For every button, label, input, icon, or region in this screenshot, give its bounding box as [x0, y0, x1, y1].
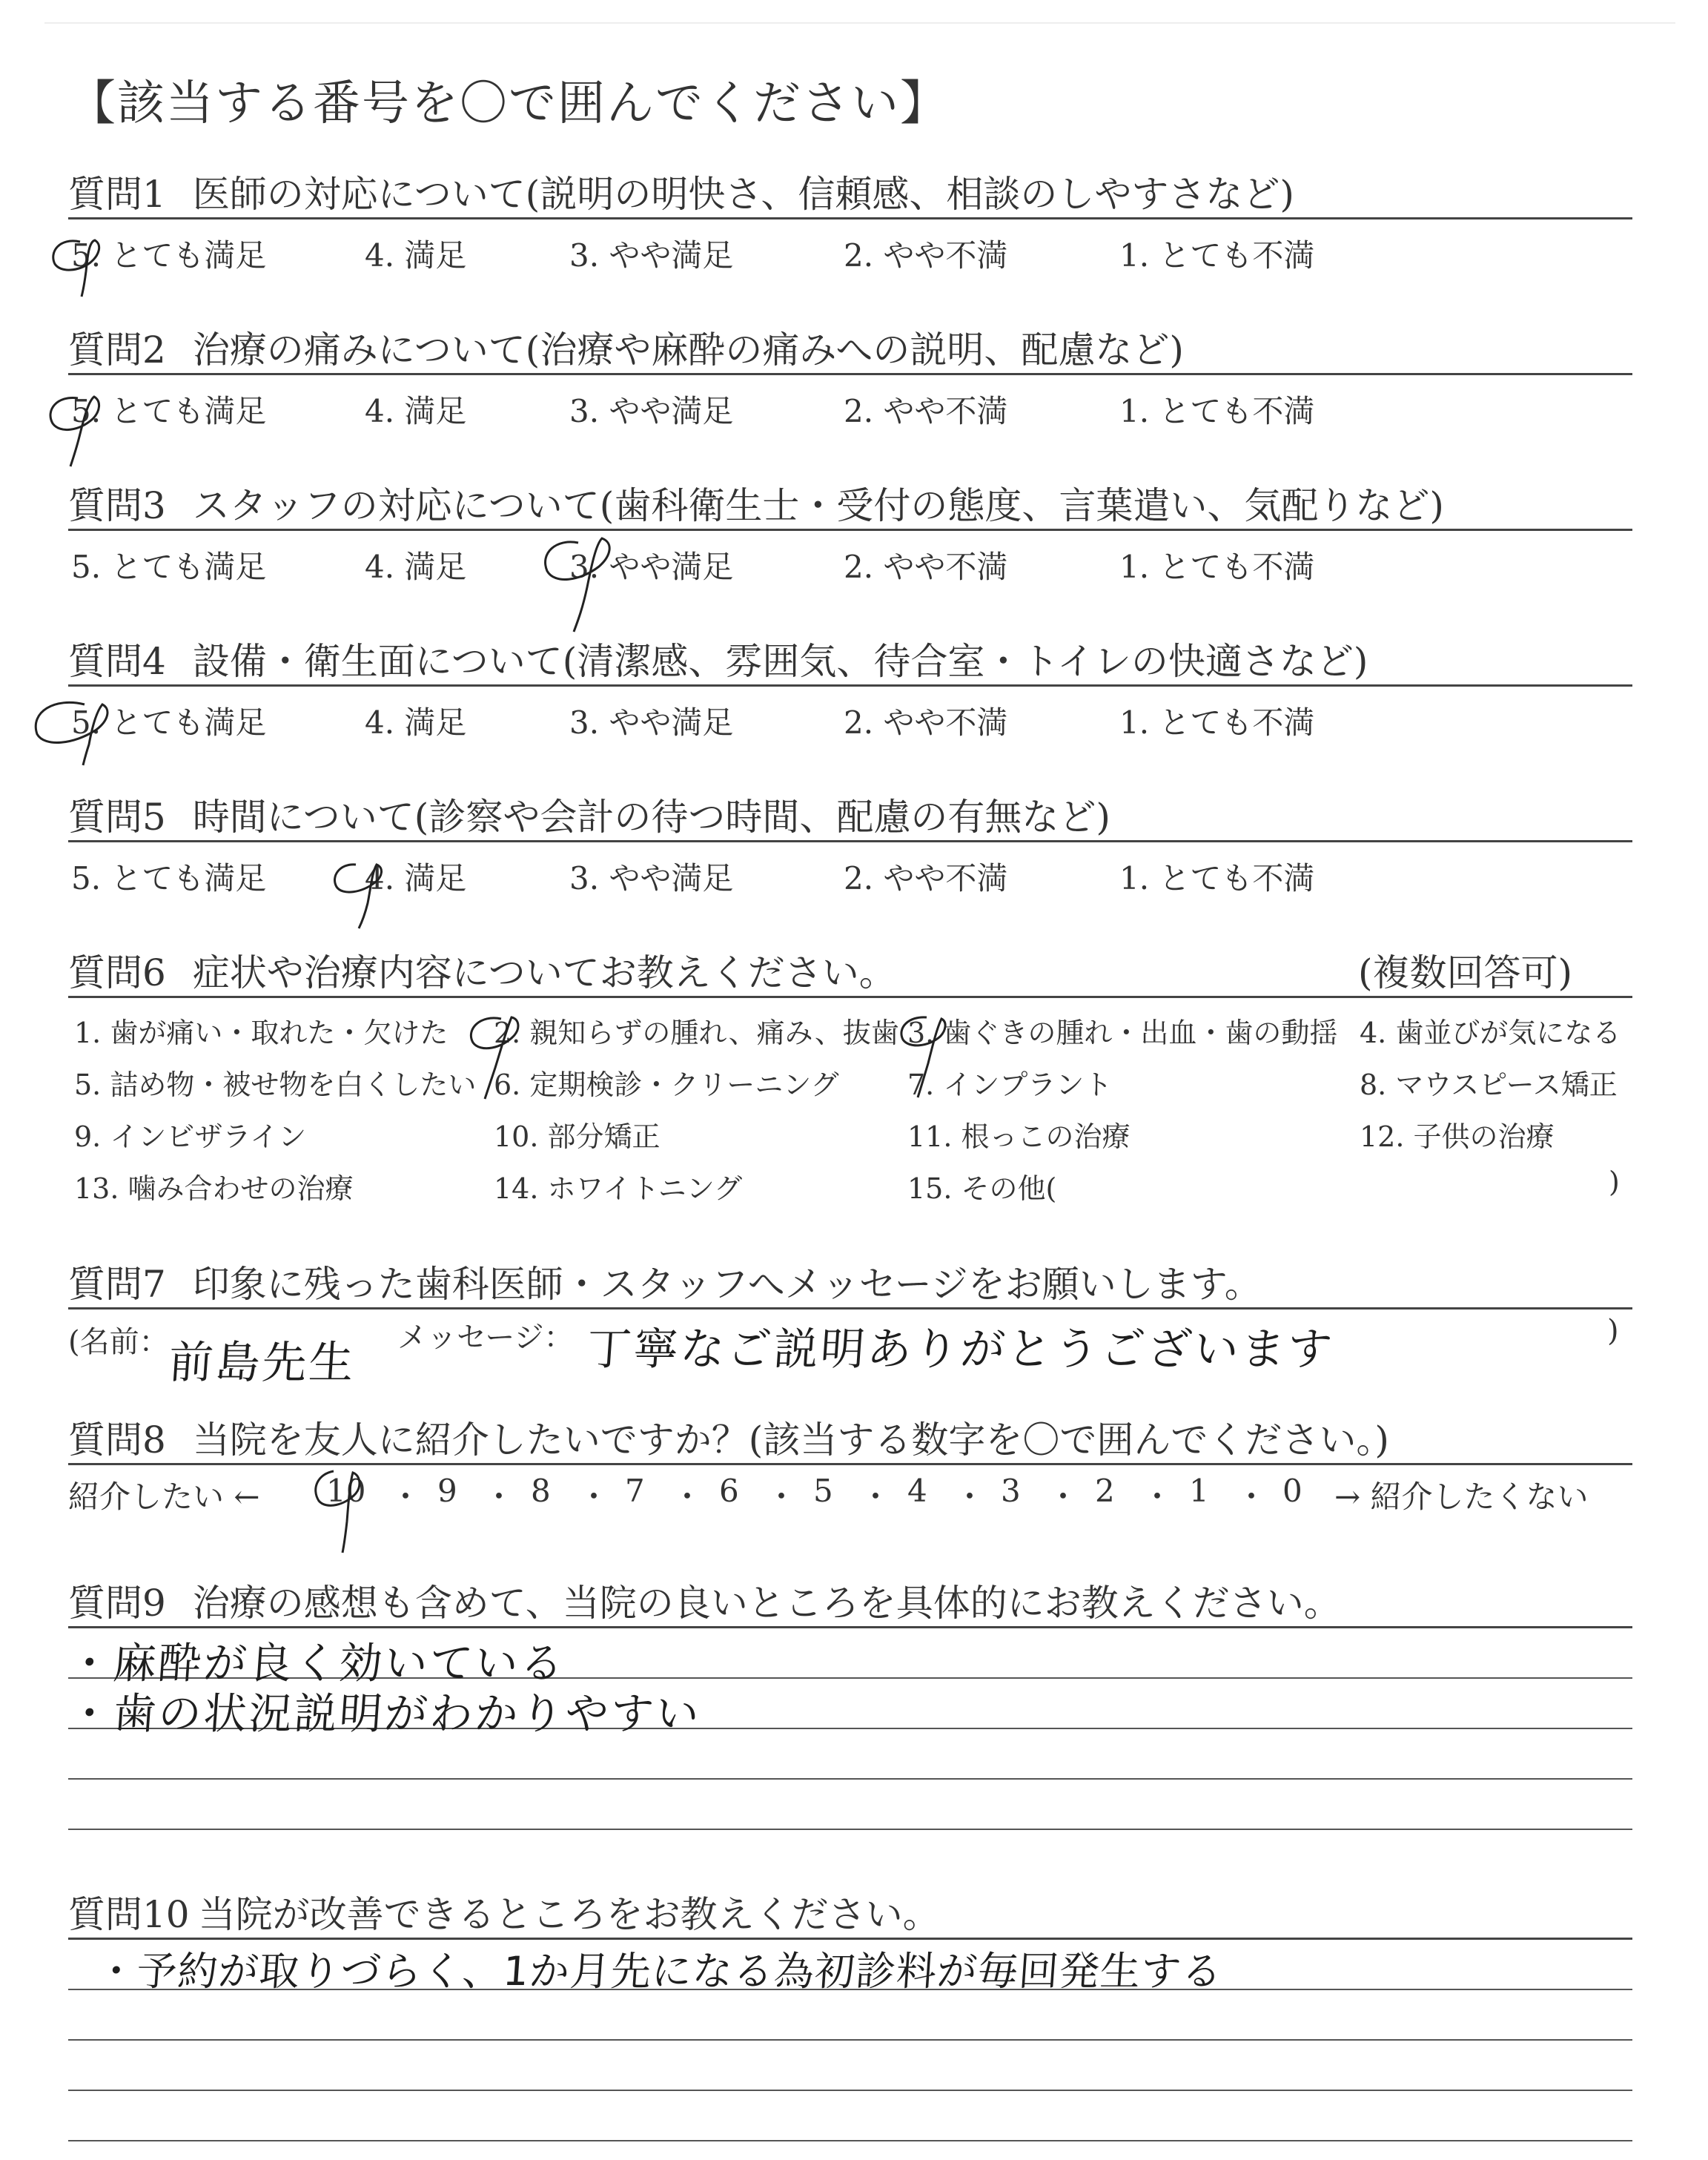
question-5-rule	[68, 840, 1632, 842]
question-1-rule	[68, 217, 1632, 219]
q8-scale-2[interactable]: 2	[1095, 1473, 1115, 1509]
q6-option-10[interactable]: 10. 部分矯正	[494, 1120, 661, 1153]
q4-option-3[interactable]: 3. やや満足	[569, 704, 734, 741]
question-10-title: 質問10 当院が改善できるところをお教えください。	[68, 1893, 940, 1936]
q8-scale-5[interactable]: 5	[813, 1473, 833, 1509]
q2-option-5[interactable]: 5. とても満足	[71, 393, 267, 429]
q8-dot: ・	[672, 1479, 704, 1515]
q3-option-5[interactable]: 5. とても満足	[71, 549, 267, 585]
q6-option-15-close-paren: )	[1609, 1166, 1620, 1198]
q7-close-paren: )	[1607, 1314, 1619, 1348]
q8-dot: ・	[1142, 1479, 1174, 1515]
q5-option-2[interactable]: 2. やや不満	[844, 860, 1008, 896]
q8-dot: ・	[860, 1479, 892, 1515]
q1-option-2[interactable]: 2. やや不満	[844, 237, 1008, 274]
q4-option-4[interactable]: 4. 満足	[365, 704, 467, 741]
selection-circle-q8-10	[304, 1453, 385, 1557]
q8-dot: ・	[483, 1479, 515, 1515]
q5-option-5[interactable]: 5. とても満足	[71, 860, 267, 896]
answer-line	[68, 2090, 1632, 2091]
q6-option-11[interactable]: 11. 根っこの治療	[907, 1120, 1131, 1153]
q9-answer-line-1[interactable]: ・麻酔が良く効いている	[66, 1638, 568, 1688]
selection-circle-q4	[22, 682, 126, 771]
question-6-title: 質問6 症状や治療内容についてお教えください。	[68, 951, 896, 994]
q6-option-6[interactable]: 6. 定期検診・クリーニング	[494, 1069, 839, 1101]
selection-circle-q1	[44, 219, 119, 301]
q8-dot: ・	[954, 1479, 986, 1515]
q10-answer-line-1[interactable]: ・予約が取りづらく、1か月先になる為初診料が毎回発生する	[94, 1948, 1225, 1995]
q8-scale-8[interactable]: 8	[531, 1473, 551, 1509]
answer-line	[68, 2140, 1632, 2141]
selection-circle-q2	[41, 374, 122, 471]
q2-option-2[interactable]: 2. やや不満	[844, 393, 1008, 429]
q8-scale-10[interactable]: 10	[326, 1473, 366, 1509]
q6-option-5[interactable]: 5. 詰め物・被せ物を白くしたい	[74, 1069, 477, 1101]
q8-scale-3[interactable]: 3	[1001, 1473, 1021, 1509]
question-3-title: 質問3 スタッフの対応について(歯科衛生士・受付の態度、言葉遣い、気配りなど)	[68, 484, 1444, 527]
q8-scale-6[interactable]: 6	[719, 1473, 739, 1509]
q8-dot: ・	[390, 1479, 422, 1515]
question-4-rule	[68, 684, 1632, 687]
q6-option-14[interactable]: 14. ホワイトニング	[494, 1172, 743, 1205]
q6-option-8[interactable]: 8. マウスピース矯正	[1360, 1069, 1618, 1101]
q8-left-label: 紹介したい ←	[68, 1479, 260, 1515]
selection-circle-q5	[326, 844, 408, 933]
question-3-rule	[68, 529, 1632, 531]
q6-option-1[interactable]: 1. 歯が痛い・取れた・欠けた	[74, 1017, 448, 1049]
q1-option-3[interactable]: 3. やや満足	[569, 237, 734, 274]
q6-option-2[interactable]: 2. 親知らずの腫れ、痛み、抜歯	[494, 1017, 899, 1049]
q1-option-1[interactable]: 1. とても不満	[1119, 237, 1315, 274]
q1-option-5[interactable]: 5. とても満足	[71, 237, 267, 274]
q8-scale-9[interactable]: 9	[437, 1473, 457, 1509]
selection-circle-q6-2	[460, 1001, 541, 1105]
q4-option-5[interactable]: 5. とても満足	[71, 704, 267, 741]
q8-dot: ・	[766, 1479, 798, 1515]
q4-option-2[interactable]: 2. やや不満	[844, 704, 1008, 741]
scan-edge-line	[44, 22, 1675, 24]
answer-line	[68, 1778, 1632, 1780]
form-header: 【該当する番号を〇で囲んでください】	[68, 76, 949, 131]
q8-dot: ・	[1236, 1479, 1268, 1515]
q2-option-3[interactable]: 3. やや満足	[569, 393, 734, 429]
question-2-title: 質問2 治療の痛みについて(治療や麻酔の痛みへの説明、配慮など)	[68, 328, 1184, 371]
q5-option-3[interactable]: 3. やや満足	[569, 860, 734, 896]
question-7-title: 質問7 印象に残った歯科医師・スタッフへメッセージをお願いします。	[68, 1263, 1262, 1306]
q2-option-4[interactable]: 4. 満足	[365, 393, 467, 429]
question-6-rule	[68, 996, 1632, 998]
selection-circle-q3	[534, 528, 638, 639]
q8-dot: ・	[578, 1479, 610, 1515]
question-7-rule	[68, 1307, 1632, 1309]
q8-dot: ・	[1047, 1479, 1079, 1515]
q7-message-answer[interactable]: 丁寧なご説明ありがとうございます	[585, 1324, 1337, 1375]
q7-name-label: (名前：	[68, 1325, 169, 1359]
question-2-rule	[68, 373, 1632, 375]
selection-circle-q6-3	[890, 1001, 971, 1105]
answer-line	[68, 1829, 1632, 1830]
q3-option-4[interactable]: 4. 満足	[365, 549, 467, 585]
q8-right-label: → 紹介したくない	[1334, 1479, 1589, 1515]
q2-option-1[interactable]: 1. とても不満	[1119, 393, 1315, 429]
q8-scale-7[interactable]: 7	[625, 1473, 645, 1509]
question-8-rule	[68, 1463, 1632, 1465]
q6-option-12[interactable]: 12. 子供の治療	[1360, 1120, 1555, 1153]
q6-option-15[interactable]: 15. その他(	[907, 1172, 1057, 1205]
q5-option-1[interactable]: 1. とても不満	[1119, 860, 1315, 896]
q4-option-1[interactable]: 1. とても不満	[1119, 704, 1315, 741]
q7-name-answer[interactable]: 前島先生	[167, 1337, 358, 1389]
q3-option-3[interactable]: 3. やや満足	[569, 549, 734, 585]
question-6-note: (複数回答可)	[1358, 951, 1573, 994]
question-1-title: 質問1 医師の対応について(説明の明快さ、信頼感、相談のしやすさなど)	[68, 173, 1294, 216]
answer-line	[68, 2039, 1632, 2041]
q3-option-1[interactable]: 1. とても不満	[1119, 549, 1315, 585]
q6-option-7[interactable]: 7. インプラント	[907, 1069, 1113, 1101]
q8-scale-4[interactable]: 4	[907, 1473, 927, 1509]
question-9-title: 質問9 治療の感想も含めて、当院の良いところを具体的にお教えください。	[68, 1582, 1341, 1625]
q6-option-9[interactable]: 9. インビザライン	[74, 1120, 307, 1153]
q5-option-4[interactable]: 4. 満足	[365, 860, 467, 896]
q6-option-3[interactable]: 3. 歯ぐきの腫れ・出血・歯の動揺	[907, 1017, 1338, 1049]
q7-message-label: メッセージ：	[397, 1321, 574, 1355]
question-5-title: 質問5 時間について(診察や会計の待つ時間、配慮の有無など)	[68, 796, 1110, 839]
q9-answer-line-2[interactable]: ・歯の状況説明がわかりやすい	[66, 1688, 704, 1739]
q8-scale-0[interactable]: 0	[1282, 1473, 1302, 1509]
q8-scale-1[interactable]: 1	[1189, 1473, 1209, 1509]
q3-option-2[interactable]: 2. やや不満	[844, 549, 1008, 585]
question-8-title: 質問8 当院を友人に紹介したいですか？(該当する数字を〇で囲んでください。)	[68, 1418, 1389, 1462]
q6-option-13[interactable]: 13. 噛み合わせの治療	[74, 1172, 354, 1205]
question-4-title: 質問4 設備・衛生面について(清潔感、雰囲気、待合室・トイレの快適さなど)	[68, 640, 1368, 683]
q6-option-4[interactable]: 4. 歯並びが気になる	[1360, 1017, 1621, 1049]
q1-option-4[interactable]: 4. 満足	[365, 237, 467, 274]
